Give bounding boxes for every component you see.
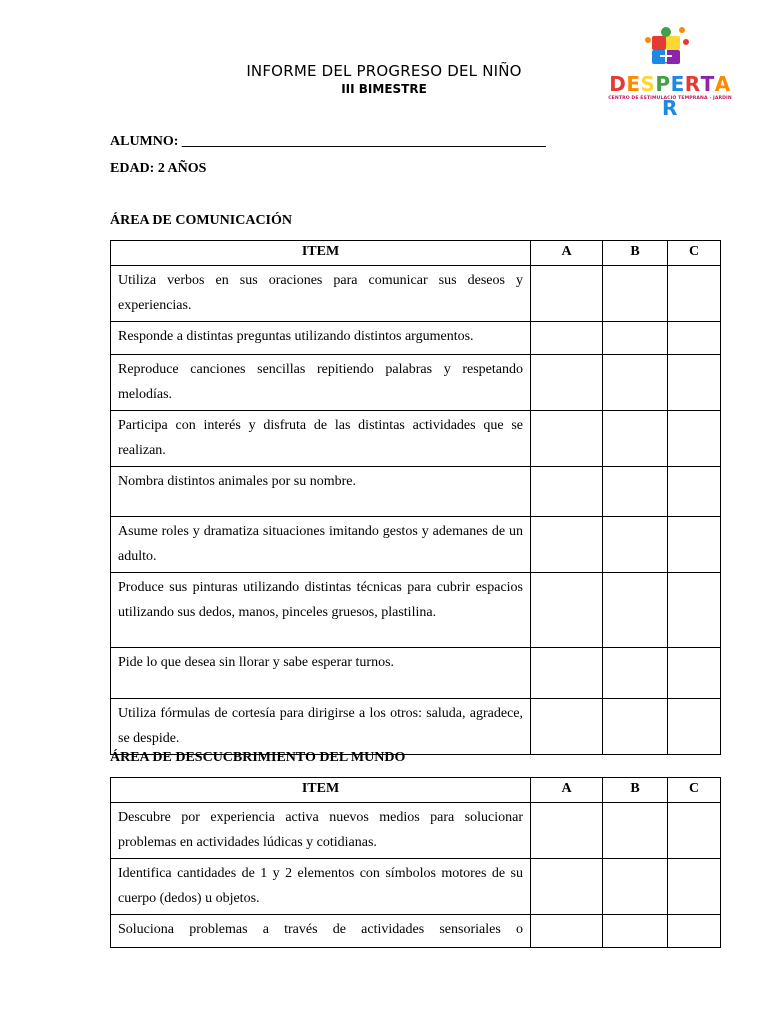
cell-a[interactable]: [531, 859, 603, 915]
item-text: Responde a distintas preguntas utilizando distintos argumentos.: [111, 322, 531, 355]
cell-b[interactable]: [603, 517, 668, 573]
logo-letter: P: [655, 72, 671, 96]
item-text: Participa con interés y disfruta de las distintas actividades que se realizan.: [111, 411, 531, 467]
section-title-descubrimiento: ÁREA DE DESCUCBRIMIENTO DEL MUNDO: [110, 750, 406, 765]
cell-c[interactable]: [668, 573, 721, 648]
item-text: Reproduce canciones sencillas repitiendo palabras y respetando melodías.: [111, 355, 531, 411]
cell-a[interactable]: [531, 266, 603, 322]
cell-c[interactable]: [668, 411, 721, 467]
cell-c[interactable]: [668, 266, 721, 322]
cell-c[interactable]: [668, 915, 721, 948]
header-b: B: [603, 241, 668, 266]
logo-letter: R: [684, 72, 701, 96]
cell-b[interactable]: [603, 573, 668, 648]
table-header-row: [111, 778, 721, 803]
table-row: [111, 648, 721, 699]
item-text: Identifica cantidades de 1 y 2 elementos con símbolos motores de su cuerpo (dedos) u objetos.: [111, 859, 531, 915]
table-row: [111, 803, 721, 859]
header-item: ITEM: [111, 241, 531, 266]
cell-a[interactable]: [531, 411, 603, 467]
logo-tagline: CENTRO DE ESTIMULACIÓ TEMPRANA - JARDIN: [608, 96, 732, 101]
table-row: [111, 322, 721, 355]
cell-b[interactable]: [603, 355, 668, 411]
cell-c[interactable]: [668, 699, 721, 755]
table-row: [111, 355, 721, 411]
edad-field: EDAD: 2 AÑOS: [110, 161, 207, 176]
cell-a[interactable]: [531, 803, 603, 859]
logo-letter: R: [662, 96, 678, 120]
cell-c[interactable]: [668, 859, 721, 915]
item-text: Asume roles y dramatiza situaciones imitando gestos y ademanes de un adulto.: [111, 517, 531, 573]
cell-c[interactable]: [668, 517, 721, 573]
cell-c[interactable]: [668, 355, 721, 411]
table-row: [111, 573, 721, 648]
cell-a[interactable]: [531, 915, 603, 948]
cell-b[interactable]: [603, 411, 668, 467]
comunicacion-table: [110, 240, 721, 755]
header-item: ITEM: [111, 778, 531, 803]
item-text: Soluciona problemas a través de actividades sensoriales o: [111, 915, 531, 948]
logo-letter: E: [670, 72, 685, 96]
table-row: [111, 266, 721, 322]
cell-b[interactable]: [603, 803, 668, 859]
logo-letter: D: [609, 72, 627, 96]
cell-b[interactable]: [603, 322, 668, 355]
item-text: Pide lo que desea sin llorar y sabe esperar turnos.: [111, 648, 531, 699]
document-subtitle: III BIMESTRE: [341, 82, 427, 96]
table-row: [111, 467, 721, 517]
cell-a[interactable]: [531, 467, 603, 517]
header-c: C: [668, 778, 721, 803]
cell-a[interactable]: [531, 648, 603, 699]
table-row: [111, 859, 721, 915]
cell-c[interactable]: [668, 803, 721, 859]
logo-letter: S: [640, 72, 656, 96]
item-text: Produce sus pinturas utilizando distintas técnicas para cubrir espacios utilizando sus dedos, manos, pinceles gruesos, plastilina.: [111, 573, 531, 648]
table-row: [111, 915, 721, 948]
puzzle-figure-icon: [608, 26, 732, 74]
logo-letter: A: [714, 72, 731, 96]
cell-c[interactable]: [668, 467, 721, 517]
cell-b[interactable]: [603, 648, 668, 699]
item-text: Utiliza verbos en sus oraciones para comunicar sus deseos y experiencias.: [111, 266, 531, 322]
despertar-logo: [608, 26, 732, 120]
header-b: B: [603, 778, 668, 803]
header-c: C: [668, 241, 721, 266]
item-text: Utiliza fórmulas de cortesía para dirigirse a los otros: saluda, agradece, se despide.: [111, 699, 531, 755]
descubrimiento-table: [110, 777, 721, 948]
cell-a[interactable]: [531, 322, 603, 355]
cell-b[interactable]: [603, 467, 668, 517]
section-title-comunicacion: ÁREA DE COMUNICACIÓN: [110, 213, 293, 228]
header-a: A: [531, 241, 603, 266]
item-text: Nombra distintos animales por su nombre.: [111, 467, 531, 517]
document-title: INFORME DEL PROGRESO DEL NIÑO: [246, 62, 522, 80]
cell-b[interactable]: [603, 266, 668, 322]
cell-b[interactable]: [603, 915, 668, 948]
alumno-field: ALUMNO: ____________________________________________________: [110, 134, 546, 149]
cell-a[interactable]: [531, 699, 603, 755]
cell-b[interactable]: [603, 699, 668, 755]
table-row: [111, 699, 721, 755]
table-header-row: [111, 241, 721, 266]
item-text: Descubre por experiencia activa nuevos medios para solucionar problemas en actividades lúdicas y cotidianas.: [111, 803, 531, 859]
cell-b[interactable]: [603, 859, 668, 915]
header-a: A: [531, 778, 603, 803]
logo-letter: E: [626, 72, 641, 96]
cell-a[interactable]: [531, 573, 603, 648]
cell-c[interactable]: [668, 322, 721, 355]
cell-c[interactable]: [668, 648, 721, 699]
table-row: [111, 517, 721, 573]
cell-a[interactable]: [531, 517, 603, 573]
table-row: [111, 411, 721, 467]
cell-a[interactable]: [531, 355, 603, 411]
logo-letter: T: [700, 72, 715, 96]
